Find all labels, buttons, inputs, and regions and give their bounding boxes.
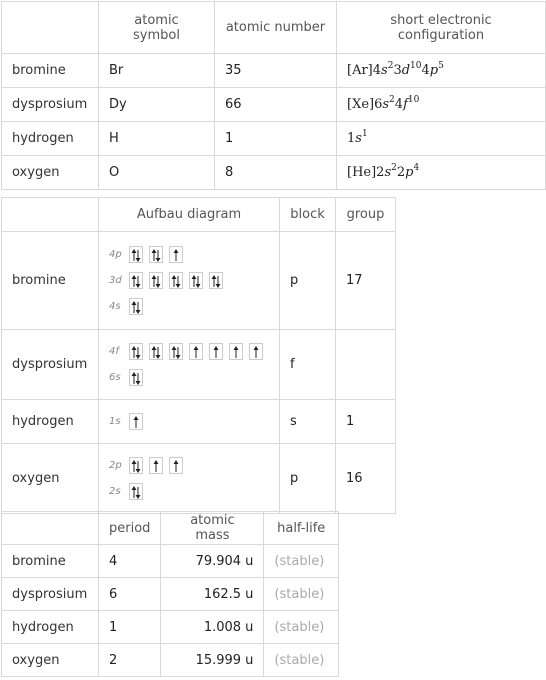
mass-table <box>1 511 339 677</box>
orbital-row <box>109 244 269 265</box>
orbital-label: 4f <box>109 346 119 357</box>
group: 16 <box>336 444 396 514</box>
header-period: period <box>99 512 161 545</box>
paired-electron-box <box>129 272 143 289</box>
header-aufbau-diagram: Aufbau diagram <box>99 198 280 232</box>
element-name: hydrogen <box>2 400 99 444</box>
header-empty <box>2 2 99 54</box>
atomic-mass: 162.5 u <box>161 578 264 611</box>
orbital-label: 4s <box>109 301 121 312</box>
element-name: dysprosium <box>2 330 99 400</box>
single-electron-box <box>169 457 183 474</box>
orbital-row <box>109 341 269 362</box>
paired-electron-box <box>129 246 143 263</box>
orbital-label: 2s <box>109 486 121 497</box>
atomic-number: 66 <box>215 88 337 122</box>
period: 4 <box>99 545 161 578</box>
header-block: block <box>280 198 336 232</box>
group <box>336 330 396 400</box>
table-row <box>2 444 396 514</box>
spin-pair-arrows-icon <box>130 247 142 262</box>
spin-pair-arrows-icon <box>130 458 142 473</box>
header-atomic-mass: atomic mass <box>161 512 264 545</box>
table-row <box>2 54 546 88</box>
header-atomic-symbol: atomic symbol <box>99 2 215 54</box>
orbital-label: 4p <box>109 249 122 260</box>
block: p <box>280 232 336 330</box>
orbital-row <box>109 367 269 388</box>
spin-up-arrow-icon <box>130 414 142 429</box>
paired-electron-box <box>129 369 143 386</box>
orbital-row <box>109 481 269 502</box>
spin-pair-arrows-icon <box>210 273 222 288</box>
spin-pair-arrows-icon <box>150 273 162 288</box>
header-row <box>2 2 546 54</box>
orbital-row <box>109 270 269 291</box>
spin-up-arrow-icon <box>230 344 242 359</box>
spin-up-arrow-icon <box>170 458 182 473</box>
orbital-label: 6s <box>109 372 121 383</box>
element-name: oxygen <box>2 644 99 677</box>
properties-table <box>1 1 546 190</box>
table-row <box>2 545 339 578</box>
orbital-row <box>109 411 269 432</box>
table-row <box>2 156 546 190</box>
table-row <box>2 88 546 122</box>
block: p <box>280 444 336 514</box>
paired-electron-box <box>169 272 183 289</box>
header-empty <box>2 198 99 232</box>
header-empty <box>2 512 99 545</box>
orbital-row <box>109 296 269 317</box>
aufbau-table <box>1 197 396 514</box>
orbital-label: 3d <box>109 275 122 286</box>
single-electron-box <box>249 343 263 360</box>
aufbau-diagram <box>99 330 280 400</box>
table-row <box>2 400 396 444</box>
element-name: oxygen <box>2 156 99 190</box>
electronic-configuration: $[Xe]6s^24f^{10}$ <box>337 88 546 122</box>
group: 17 <box>336 232 396 330</box>
element-name: oxygen <box>2 444 99 514</box>
header-half-life: half-life <box>264 512 339 545</box>
block: f <box>280 330 336 400</box>
spin-pair-arrows-icon <box>170 273 182 288</box>
electronic-configuration: $[He]2s^22p^4$ <box>337 156 546 190</box>
single-electron-box <box>149 457 163 474</box>
single-electron-box <box>129 413 143 430</box>
orbital-row <box>109 455 269 476</box>
paired-electron-box <box>149 343 163 360</box>
atomic-mass: 15.999 u <box>161 644 264 677</box>
aufbau-diagram <box>99 444 280 514</box>
spin-pair-arrows-icon <box>130 484 142 499</box>
table-row <box>2 611 339 644</box>
table-row <box>2 232 396 330</box>
single-electron-box <box>189 343 203 360</box>
half-life: (stable) <box>264 611 339 644</box>
spin-up-arrow-icon <box>170 247 182 262</box>
paired-electron-box <box>209 272 223 289</box>
paired-electron-box <box>189 272 203 289</box>
period: 2 <box>99 644 161 677</box>
spin-up-arrow-icon <box>150 458 162 473</box>
atomic-number: 1 <box>215 122 337 156</box>
block: s <box>280 400 336 444</box>
atomic-symbol: Br <box>99 54 215 88</box>
table-row <box>2 122 546 156</box>
atomic-mass: 79.904 u <box>161 545 264 578</box>
element-name: dysprosium <box>2 88 99 122</box>
paired-electron-box <box>169 343 183 360</box>
element-name: bromine <box>2 545 99 578</box>
spin-pair-arrows-icon <box>130 273 142 288</box>
header-atomic-number: atomic number <box>215 2 337 54</box>
period: 1 <box>99 611 161 644</box>
aufbau-diagram <box>99 232 280 330</box>
table-row <box>2 578 339 611</box>
spin-pair-arrows-icon <box>170 344 182 359</box>
paired-electron-box <box>129 457 143 474</box>
half-life: (stable) <box>264 578 339 611</box>
header-electronic-configuration: short electronic configuration <box>337 2 546 54</box>
spin-pair-arrows-icon <box>190 273 202 288</box>
half-life: (stable) <box>264 644 339 677</box>
atomic-mass: 1.008 u <box>161 611 264 644</box>
atomic-number: 8 <box>215 156 337 190</box>
paired-electron-box <box>129 343 143 360</box>
element-name: hydrogen <box>2 611 99 644</box>
spin-up-arrow-icon <box>190 344 202 359</box>
element-name: hydrogen <box>2 122 99 156</box>
spin-up-arrow-icon <box>250 344 262 359</box>
aufbau-diagram <box>99 400 280 444</box>
electronic-configuration: $1s^1$ <box>337 122 546 156</box>
spin-pair-arrows-icon <box>150 247 162 262</box>
header-row <box>2 512 339 545</box>
element-name: dysprosium <box>2 578 99 611</box>
single-electron-box <box>229 343 243 360</box>
atomic-symbol: H <box>99 122 215 156</box>
atomic-symbol: O <box>99 156 215 190</box>
spin-up-arrow-icon <box>210 344 222 359</box>
spin-pair-arrows-icon <box>150 344 162 359</box>
paired-electron-box <box>149 272 163 289</box>
orbital-label: 1s <box>109 416 121 427</box>
header-row <box>2 198 396 232</box>
single-electron-box <box>169 246 183 263</box>
spin-pair-arrows-icon <box>130 299 142 314</box>
element-name: bromine <box>2 54 99 88</box>
single-electron-box <box>209 343 223 360</box>
spin-pair-arrows-icon <box>130 344 142 359</box>
paired-electron-box <box>149 246 163 263</box>
group: 1 <box>336 400 396 444</box>
paired-electron-box <box>129 483 143 500</box>
spin-pair-arrows-icon <box>130 370 142 385</box>
table-row <box>2 644 339 677</box>
element-name: bromine <box>2 232 99 330</box>
orbital-label: 2p <box>109 460 122 471</box>
header-group: group <box>336 198 396 232</box>
atomic-symbol: Dy <box>99 88 215 122</box>
paired-electron-box <box>129 298 143 315</box>
half-life: (stable) <box>264 545 339 578</box>
table-row <box>2 330 396 400</box>
period: 6 <box>99 578 161 611</box>
electronic-configuration: $[Ar]4s^23d^{10}4p^5$ <box>337 54 546 88</box>
atomic-number: 35 <box>215 54 337 88</box>
